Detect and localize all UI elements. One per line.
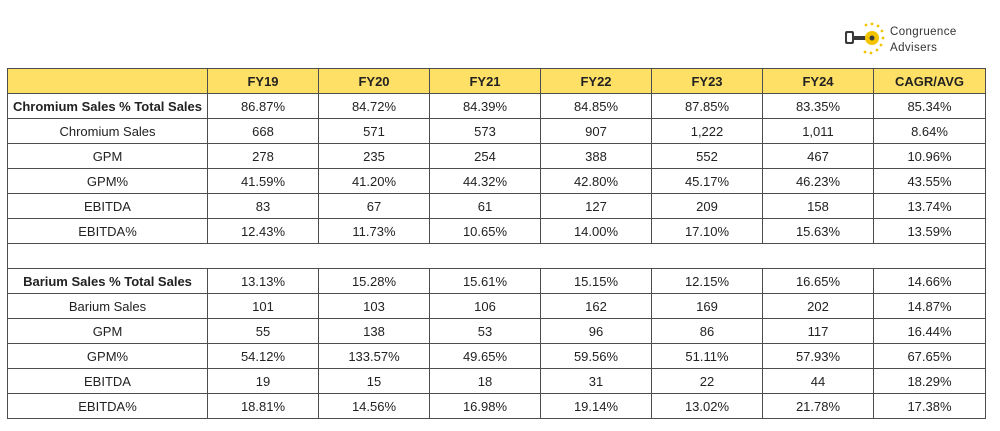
table-cell: 14.00% xyxy=(541,219,652,244)
table-cell: 54.12% xyxy=(208,344,319,369)
table-cell: 17.10% xyxy=(652,219,763,244)
row-label: GPM% xyxy=(8,169,208,194)
table-row xyxy=(8,144,986,169)
financial-table xyxy=(7,68,986,419)
table-cell: 14.87% xyxy=(874,294,986,319)
table-cell: 14.66% xyxy=(874,269,986,294)
table-cell: 86 xyxy=(652,319,763,344)
header-cell-cagr-avg: CAGR/AVG xyxy=(874,69,986,94)
table-cell: 49.65% xyxy=(430,344,541,369)
table-cell: 84.72% xyxy=(319,94,430,119)
table-cell: 162 xyxy=(541,294,652,319)
logo-wordmark xyxy=(890,24,957,56)
table-cell: 84.39% xyxy=(430,94,541,119)
table-cell: 1,011 xyxy=(763,119,874,144)
table-cell: 42.80% xyxy=(541,169,652,194)
table-cell: 59.56% xyxy=(541,344,652,369)
row-label: Barium Sales % Total Sales xyxy=(8,269,208,294)
table-cell: 103 xyxy=(319,294,430,319)
table-cell: 907 xyxy=(541,119,652,144)
table-cell: 10.65% xyxy=(430,219,541,244)
table-row xyxy=(8,319,986,344)
table-cell: 61 xyxy=(430,194,541,219)
table-cell: 15 xyxy=(319,369,430,394)
spacer-cell xyxy=(8,244,986,269)
table-cell: 278 xyxy=(208,144,319,169)
table-cell: 55 xyxy=(208,319,319,344)
logo-line-2: Advisers xyxy=(890,42,938,54)
table-cell: 15.61% xyxy=(430,269,541,294)
header-cell-fy24: FY24 xyxy=(763,69,874,94)
table-row xyxy=(8,394,986,419)
header-cell-fy23: FY23 xyxy=(652,69,763,94)
table-cell: 85.34% xyxy=(874,94,986,119)
table-cell: 41.59% xyxy=(208,169,319,194)
key-lock-icon xyxy=(842,20,888,56)
table-cell: 101 xyxy=(208,294,319,319)
table-cell: 41.20% xyxy=(319,169,430,194)
logo-line-1: Congruence xyxy=(890,26,957,38)
table-cell: 117 xyxy=(763,319,874,344)
table-cell: 18 xyxy=(430,369,541,394)
table-cell: 43.55% xyxy=(874,169,986,194)
row-label: EBITDA xyxy=(8,369,208,394)
table-cell: 11.73% xyxy=(319,219,430,244)
table-cell: 552 xyxy=(652,144,763,169)
table-row xyxy=(8,194,986,219)
table-cell: 96 xyxy=(541,319,652,344)
table-cell: 15.15% xyxy=(541,269,652,294)
table-cell: 16.98% xyxy=(430,394,541,419)
table-row xyxy=(8,344,986,369)
table-body xyxy=(8,94,986,419)
table-header-row xyxy=(8,69,986,94)
table-cell: 209 xyxy=(652,194,763,219)
table-row xyxy=(8,94,986,119)
table-cell: 467 xyxy=(763,144,874,169)
header-cell-blank xyxy=(8,69,208,94)
table-cell: 12.15% xyxy=(652,269,763,294)
header-cell-fy19: FY19 xyxy=(208,69,319,94)
table-cell: 13.74% xyxy=(874,194,986,219)
table-cell: 17.38% xyxy=(874,394,986,419)
row-label: GPM% xyxy=(8,344,208,369)
header-cell-fy21: FY21 xyxy=(430,69,541,94)
table-cell: 158 xyxy=(763,194,874,219)
table-cell: 8.64% xyxy=(874,119,986,144)
row-label: Chromium Sales % Total Sales xyxy=(8,94,208,119)
table-cell: 573 xyxy=(430,119,541,144)
table-cell: 169 xyxy=(652,294,763,319)
row-label: GPM xyxy=(8,319,208,344)
table-row xyxy=(8,119,986,144)
table-cell: 14.56% xyxy=(319,394,430,419)
section-spacer-row xyxy=(8,244,986,269)
table-cell: 57.93% xyxy=(763,344,874,369)
table-cell: 138 xyxy=(319,319,430,344)
table-cell: 19 xyxy=(208,369,319,394)
table-cell: 13.02% xyxy=(652,394,763,419)
table-cell: 46.23% xyxy=(763,169,874,194)
table-cell: 21.78% xyxy=(763,394,874,419)
table-cell: 83 xyxy=(208,194,319,219)
table-cell: 127 xyxy=(541,194,652,219)
table-cell: 67.65% xyxy=(874,344,986,369)
header-cell-fy20: FY20 xyxy=(319,69,430,94)
table-row xyxy=(8,269,986,294)
table-row xyxy=(8,294,986,319)
table-cell: 67 xyxy=(319,194,430,219)
table-cell: 16.65% xyxy=(763,269,874,294)
table-cell: 53 xyxy=(430,319,541,344)
table-cell: 15.63% xyxy=(763,219,874,244)
row-label: EBITDA xyxy=(8,194,208,219)
table-cell: 388 xyxy=(541,144,652,169)
table-cell: 83.35% xyxy=(763,94,874,119)
table-cell: 235 xyxy=(319,144,430,169)
table-cell: 44.32% xyxy=(430,169,541,194)
table-cell: 44 xyxy=(763,369,874,394)
header-cell-fy22: FY22 xyxy=(541,69,652,94)
table-cell: 45.17% xyxy=(652,169,763,194)
row-label: EBITDA% xyxy=(8,394,208,419)
table-cell: 133.57% xyxy=(319,344,430,369)
table-cell: 202 xyxy=(763,294,874,319)
row-label: GPM xyxy=(8,144,208,169)
table-cell: 51.11% xyxy=(652,344,763,369)
table-cell: 254 xyxy=(430,144,541,169)
table-cell: 106 xyxy=(430,294,541,319)
table-row xyxy=(8,219,986,244)
table-row xyxy=(8,169,986,194)
table-cell: 18.81% xyxy=(208,394,319,419)
table-cell: 15.28% xyxy=(319,269,430,294)
table-cell: 19.14% xyxy=(541,394,652,419)
table-cell: 10.96% xyxy=(874,144,986,169)
row-label: Barium Sales xyxy=(8,294,208,319)
table-row xyxy=(8,369,986,394)
table-cell: 13.13% xyxy=(208,269,319,294)
table-cell: 571 xyxy=(319,119,430,144)
table-cell: 31 xyxy=(541,369,652,394)
row-label: EBITDA% xyxy=(8,219,208,244)
table-cell: 84.85% xyxy=(541,94,652,119)
table-cell: 12.43% xyxy=(208,219,319,244)
table-cell: 86.87% xyxy=(208,94,319,119)
table-cell: 16.44% xyxy=(874,319,986,344)
table-cell: 22 xyxy=(652,369,763,394)
table-cell: 1,222 xyxy=(652,119,763,144)
brand-logo xyxy=(842,20,992,60)
row-label: Chromium Sales xyxy=(8,119,208,144)
table-cell: 668 xyxy=(208,119,319,144)
table-cell: 18.29% xyxy=(874,369,986,394)
table-cell: 87.85% xyxy=(652,94,763,119)
table-cell: 13.59% xyxy=(874,219,986,244)
